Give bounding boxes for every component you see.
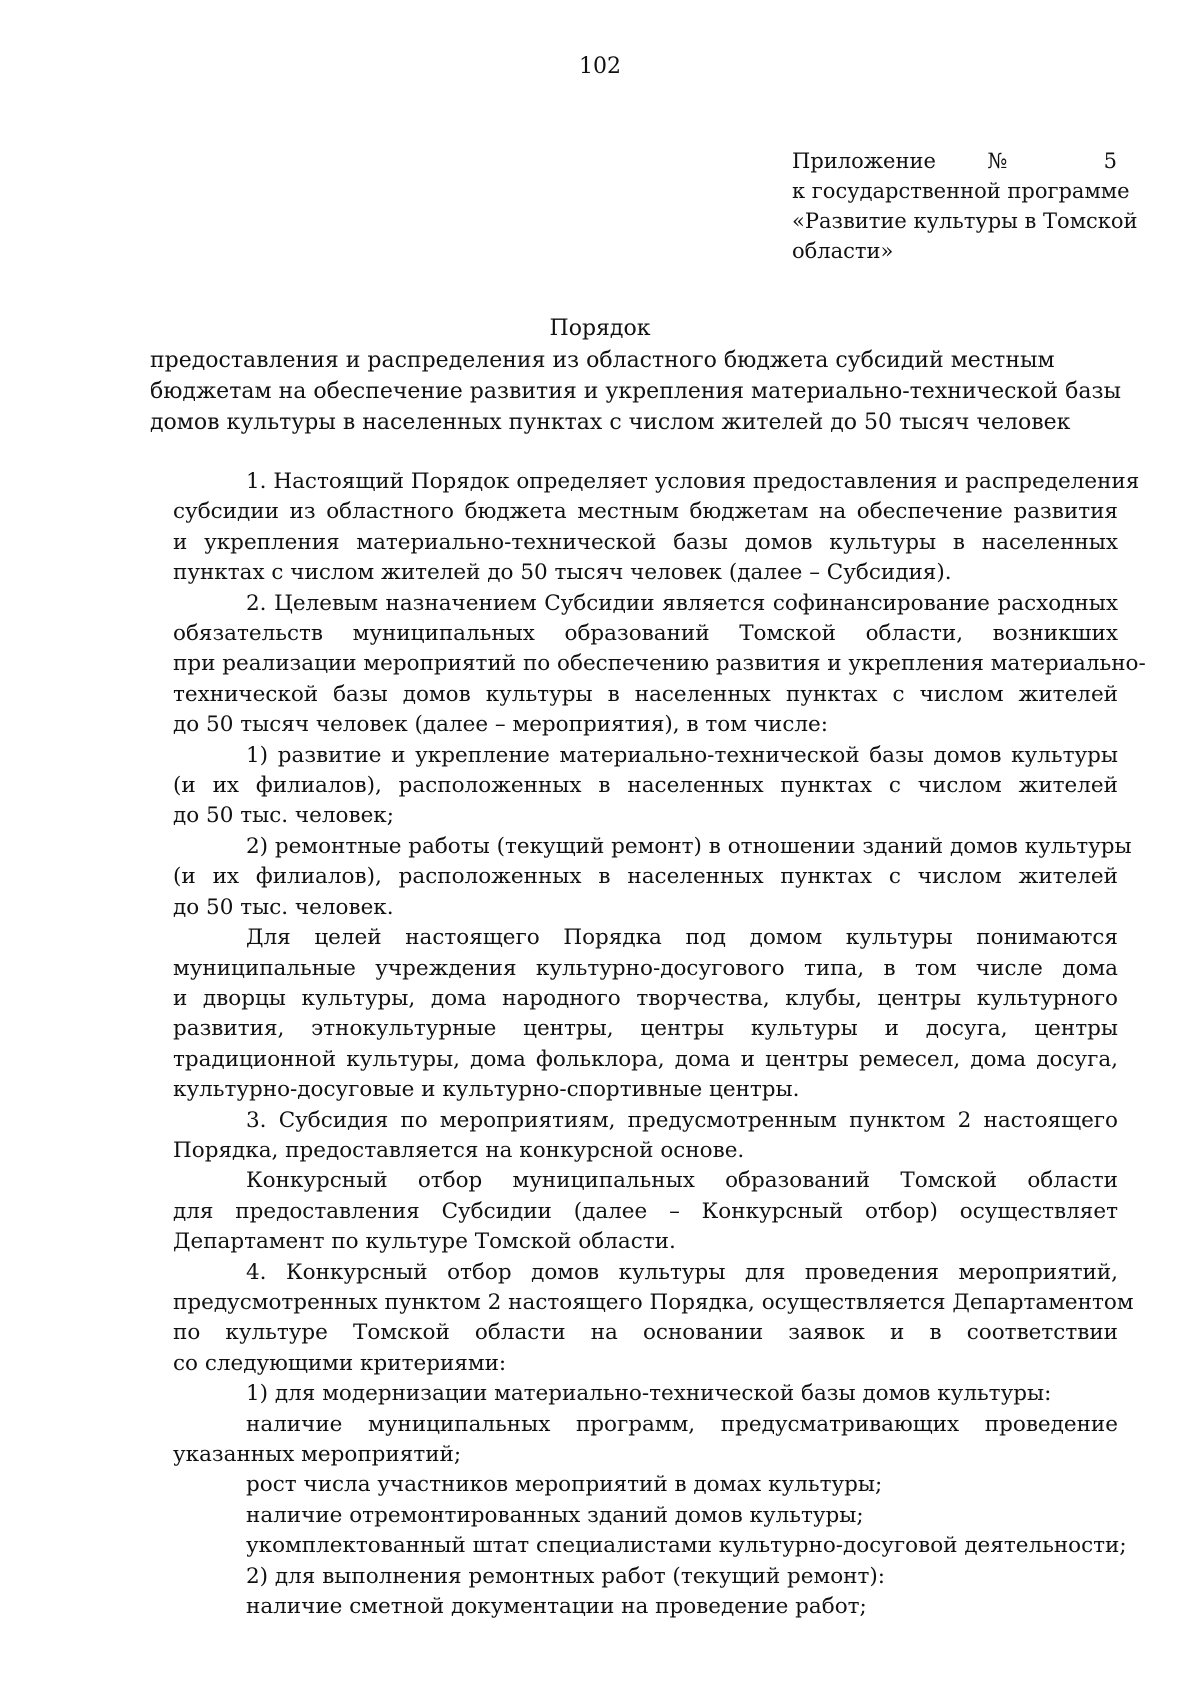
body-line: (и их филиалов), расположенных в населенных пунктах с числом жителей	[173, 864, 1118, 890]
body-line: Порядка, предоставляется на конкурсной основе.	[173, 1137, 745, 1163]
body-line: при реализации мероприятий по обеспечению развития и укрепления материально-	[173, 651, 1146, 677]
body-line: рост числа участников мероприятий в домах культуры;	[246, 1472, 883, 1498]
body-line: укомплектованный штат специалистами культурно-досуговой деятельности;	[246, 1533, 1127, 1559]
body-line: пунктах с числом жителей до 50 тысяч человек (далее – Субсидия).	[173, 560, 952, 586]
body-line: Для целей настоящего Порядка под домом культуры понимаются	[246, 925, 1118, 951]
subtitle-line: домов культуры в населенных пунктах с числом жителей до 50 тысяч человек	[150, 410, 1071, 435]
body-line: указанных мероприятий;	[173, 1442, 462, 1467]
body-line: до 50 тыс. человек.	[173, 894, 394, 920]
body-line: для предоставления Субсидии (далее – Конкурсный отбор) осуществляет	[173, 1198, 1118, 1224]
appendix-line: Приложение № 5	[792, 149, 1117, 173]
body-line: 3. Субсидия по мероприятиям, предусмотренным пунктом 2 настоящего	[246, 1107, 1118, 1133]
document-title: Порядок	[549, 316, 651, 341]
body-line: наличие муниципальных программ, предусматривающих проведение	[246, 1411, 1118, 1437]
subtitle-line: предоставления и распределения из областного бюджета субсидий местным	[150, 348, 1055, 373]
document-subtitle	[150, 345, 1121, 438]
body-line: и укрепления материально-технической базы домов культуры в населенных	[173, 529, 1118, 555]
body-line: культурно-досуговые и культурно-спортивные центры.	[173, 1077, 800, 1103]
body-line: обязательств муниципальных образований Томской области, возникших	[173, 621, 1118, 647]
appendix-line: к государственной программе	[792, 179, 1130, 203]
body-line: предусмотренных пунктом 2 настоящего Порядка, осуществляется Департаментом	[173, 1289, 1134, 1315]
body-line: до 50 тысяч человек (далее – мероприятия), в том числе:	[173, 712, 829, 738]
body-line: Конкурсный отбор муниципальных образований Томской области	[246, 1168, 1118, 1194]
body-line: 1. Настоящий Порядок определяет условия предоставления и распределения	[246, 469, 1140, 494]
body-line: Департамент по культуре Томской области.	[173, 1229, 676, 1255]
body-line: наличие отремонтированных зданий домов культуры;	[246, 1502, 864, 1528]
body-line: технической базы домов культуры в населенных пунктах с числом жителей	[173, 681, 1118, 707]
body-line: до 50 тыс. человек;	[173, 803, 394, 829]
body-line: 2) ремонтные работы (текущий ремонт) в отношении зданий домов культуры	[246, 833, 1132, 859]
body-line: традиционной культуры, дома фольклора, дома и центры ремесел, дома досуга,	[173, 1046, 1118, 1072]
body-line: 4. Конкурсный отбор домов культуры для проведения мероприятий,	[246, 1259, 1118, 1285]
body-line: со следующими критериями:	[173, 1350, 507, 1376]
body-line: субсидии из областного бюджета местным бюджетам на обеспечение развития	[173, 499, 1118, 525]
body-line: наличие сметной документации на проведение работ;	[246, 1594, 867, 1620]
page-number: 102	[579, 54, 621, 79]
body-line: по культуре Томской области на основании заявок и в соответствии	[173, 1320, 1118, 1346]
body-line: муниципальные учреждения культурно-досугового типа, в том числе дома	[173, 955, 1118, 981]
body-line: 1) развитие и укрепление материально-технической базы домов культуры	[246, 742, 1118, 768]
appendix-heading	[792, 146, 1138, 266]
subtitle-line: бюджетам на обеспечение развития и укрепления материально-технической базы	[150, 379, 1121, 404]
body-line: (и их филиалов), расположенных в населенных пунктах с числом жителей	[173, 773, 1118, 799]
body-line: и дворцы культуры, дома народного творчества, клубы, центры культурного	[173, 985, 1118, 1011]
document-body	[173, 467, 1146, 1622]
appendix-line: «Развитие культуры в Томской	[792, 209, 1138, 233]
body-line: 1) для модернизации материально-технической базы домов культуры:	[246, 1381, 1052, 1407]
appendix-line: области»	[792, 239, 894, 263]
body-line: 2) для выполнения ремонтных работ (текущий ремонт):	[246, 1563, 886, 1589]
body-line: развития, этнокультурные центры, центры культуры и досуга, центры	[173, 1016, 1118, 1042]
body-line: 2. Целевым назначением Субсидии является софинансирование расходных	[246, 590, 1118, 616]
